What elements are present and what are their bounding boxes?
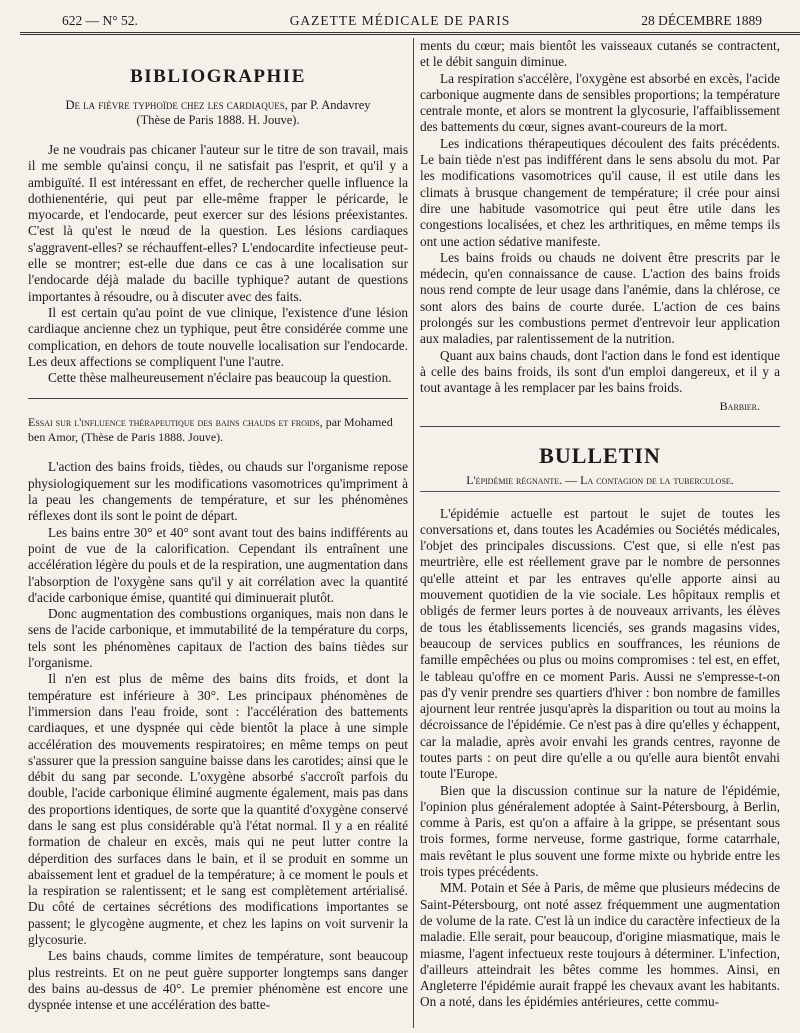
paragraph: L'action des bains froids, tièdes, ou chauds sur l'organisme repose physiologiquement sur les modifications vasomotrices qu'impriment à la peau les changements de température, et sur les phénomènes réflexes dont ils sont le point de départ. [28, 459, 408, 524]
article-heading-2 [28, 415, 408, 445]
right-column [420, 38, 780, 1011]
paragraph: Cette thèse malheureusement n'éclaire pas beaucoup la question. [48, 370, 392, 386]
paragraph: L'épidémie actuelle est partout le sujet de toutes les conversations et, dans toutes les Académies ou Sociétés médicales, l'objet des principales discussions. C'est que, si elle n'est pas meurtrière, elle est réellement grave par le nombre de personnes qu'elle atteint et par les entraves qu'elle apporte ainsi au mouvement quotidien de la vie sociale. Les hôpitaux remplis et obligés de fermer leurs portes à de nouveaux arrivants, les élèves de tous les établissements licenciés, ses grands magasins vides, beaucoup de services publics en souffrances, les réunions de famille empêchées ou plus ou moins compromises : tel est, en effet, le tableau qu'offre en ce moment Paris. Aussi ne s'empresse-t-on pas d'y venir prendre ses quartiers d'hiver : bon nombre de familles ajournent leur rentrée jusqu'après la disparition ou tout au moins la décroissance de l'épidémie. Ce n'est pas à dire qu'elles y échappent, car la maladie, après avoir envahi les grands centres, rayonne de toutes parts : on peut dire qu'elle a ou qu'elle aura bientôt envahi toute l'Europe. [420, 505, 780, 782]
bulletin-subtitle: L'épidémie régnante. — La contagion de la tuberculose. [420, 473, 780, 492]
paragraph: ments du cœur; mais bientôt les vaisseaux cutanés se contractent, et le débit sanguin diminue. [420, 38, 780, 70]
section-title: BIBLIOGRAPHIE [130, 66, 306, 87]
article-author-1: par P. Andavrey [291, 98, 371, 112]
article-heading-1 [28, 98, 408, 128]
header-rule [20, 32, 800, 35]
paragraph: Donc augmentation des combustions organiques, mais non dans le sens de l'acide carbonique, et immutabilité de la température du corps, tels sont les phénomènes capitaux de l'action des bains tièdes sur l'organisme. [28, 606, 408, 671]
paragraph: Les indications thérapeutiques découlent des faits précédents. Le bain tiède n'est pas indifférent dans le sens absolu du mot. Par les modifications vasomotrices qu'il cause, il est utile dans les climats à brusque changement de température; il crée pour ainsi dire une habitude vasomotrice qui peut être utile dans les congestions localisées, et chez les arthritiques, en même temps ils ont une action sédative manifeste. [420, 135, 780, 249]
running-head [0, 9, 800, 31]
paragraph: Les bains entre 30° et 40° sont avant tout des bains indifférents au point de vue de la calorification. Cependant ils entraînent une accélération légère du pouls et de la respiration, une augmentation dans l'absorption de l'oxygène sans qu'il y ait corrélation avec la quantité d'acide carbonique émise, quantité qui diminuerait plutôt. [28, 524, 408, 605]
paragraph: MM. Potain et Sée à Paris, de même que plusieurs médecins de Saint-Pétersbourg, ont noté assez fréquemment une augmentation de volume de la rate. C'est là un indice du caractère infectieux de la maladie. Elle serait, pour beaucoup, d'origine miasmatique, mais le miasme, l'agent infectueux reste toujours à déterminer. L'infection, d'ailleurs atteindrait les bêtes comme les hommes. Ainsi, en Angleterre l'épidémie aurait frappé les chevaux avant les habitants. On a noté, dans les épidémies antérieures, cette commu- [420, 880, 780, 1010]
bulletin-title: BULLETIN [539, 442, 661, 468]
column-divider [413, 38, 414, 1028]
paragraph: Quant aux bains chauds, dont l'action dans le fond est identique à celle des bains froids, ils sont d'un emploi dangereux, et il y a tout avantage à les remplacer par les bains froids. [420, 347, 780, 396]
article-title-2: Essai sur l'influence thérapeutique des bains chauds et froids, [28, 415, 323, 430]
paragraph: Les bains chauds, comme limites de température, sont beaucoup plus restreints. Et on ne peut guère supporter longtemps sans danger des bains au-dessus de 40°. Le premier phénomène est encore une dyspnée intense et une accélération des batte- [28, 948, 408, 1013]
left-column [28, 38, 408, 1014]
section-divider [420, 426, 780, 427]
journal-title: GAZETTE MÉDICALE DE PARIS [289, 13, 511, 28]
signature: Barbier. [719, 398, 760, 413]
article-author-2: par Mohamed ben Amor, [28, 415, 393, 445]
paragraph: Il n'en est plus de même des bains dits froids, et dont la température est inférieure à 30°. Les principaux phénomènes de l'immersion dans l'eau froide, sont : l'accélération des battements cardiaques, et une dyspnée qui cède bientôt la place à une simple accélération des mouvements respiratoires; en même temps on peut s'assurer que la pression sanguine baisse dans les carotides; ainsi que le débit du sang par seconde. L'oxygène absorbé s'accroît parfois du double, l'acide carbonique éliminé augmente également, mais pas dans des proportions identiques, de sorte que la quantité d'oxygène conservé dans le sang est plus considérable qu'à l'état normal. Il y a en réalité formation de chaleur en excès, mais qui ne peut lutter contre la déperdition des surfaces dans le bain, et il se produit en somme un abaissement lent et graduel de la température; à ce moment le pouls et la respiration se ralentissent; et le sang est complètement artérialisé. Du côté de certaines sécrétions des modifications importantes se passent; le glycogène augmente, et chez les lapins on voit survenir la glycosurie. [28, 671, 408, 948]
page-number: 622 — N° 52. [62, 13, 138, 28]
article-title-1: De la fièvre typhoïde chez les cardiaques, [65, 98, 288, 112]
paragraph: La respiration s'accélère, l'oxygène est absorbé en excès, l'acide carbonique augmente dans de sensibles proportions; la température centrale monte, et alors se montrent la glycosurie, l'affaiblissement des battements du cœur, signes avant-coureurs de la mort. [420, 70, 780, 135]
paragraph: Il est certain qu'au point de vue clinique, l'existence d'une lésion cardiaque ancienne chez un typhique, peut être considérée comme une complication, en dehors de toute nouvelle localisation sur l'endocarde. Les deux affections se compliquent l'une l'autre. [28, 304, 408, 369]
issue-date: 28 DÉCEMBRE 1889 [641, 13, 762, 28]
paragraph: Je ne voudrais pas chicaner l'auteur sur le titre de son travail, mais il me semble qu'ainsi conçu, il ne satisfait pas l'esprit, et qu'il y a ambiguïté. Il est intéressant en effet, de rechercher quelle influence la dothienentérie, qui peut par elle-même frapper le péricarde, le myocarde, et l'endocarde, peut exercer sur des lésions préexistantes. C'est là qu'est le nœud de la question. Les lésions cardiaques s'aggravent-elles? se réchauffent-elles? L'endocardite infectieuse peut-elle se montrer; est-elle due dans ce cas à une localisation sur l'endocarde déjà malade du bacille typhique? autant de questions importantes à résoudre, ou à discuter avec des faits. [28, 142, 408, 304]
paragraph: Bien que la discussion continue sur la nature de l'épidémie, l'opinion plus généralement adoptée à Saint-Pétersbourg, à Berlin, comme à Paris, est qu'on a affaire à la grippe, se présentant sous trois formes, forme nerveuse, forme gastrique, forme catarrhale, mais revêtant le plus souvent une forme mixte ou hybride entre les trois types précédents. [420, 782, 780, 880]
article-source-2: (Thèse de Paris 1888. Jouve). [81, 430, 224, 445]
paragraph: Les bains froids ou chauds ne doivent être prescrits par le médecin, qu'en connaissance de cause. L'action des bains froids nous rend compte de leur usage dans l'anémie, dans la chlérose, ce sont alors des bains de courte durée. L'action de ces bains prolongés sur les combustions permet d'entrevoir leur application aux maladies, par ralentissement de la nutrition. [420, 249, 780, 347]
article-divider [28, 398, 408, 399]
article-source-1: (Thèse de Paris 1888. H. Jouve). [136, 113, 300, 127]
